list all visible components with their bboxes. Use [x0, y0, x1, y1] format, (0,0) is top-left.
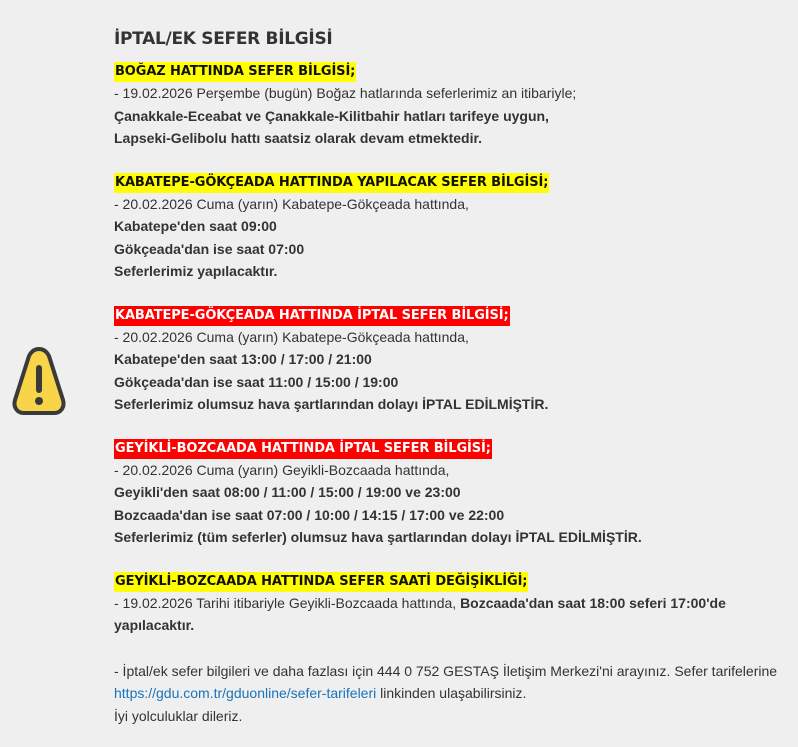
footer-text [114, 660, 786, 705]
section-line: - 20.02.2026 Cuma (yarın) Kabatepe-Gökçeada hattında, [114, 195, 469, 212]
section-heading: GEYİKLİ-BOZCAADA HATTINDA SEFER SAATİ DEĞİŞİKLİĞİ; [114, 572, 528, 592]
section-line: Gökçeada'dan ise saat 11:00 / 15:00 / 19:00 [114, 373, 399, 390]
section-line: Lapseki-Gelibolu hattı saatsiz olarak devam etmektedir. [114, 130, 483, 146]
section-line: Seferlerimiz olumsuz hava şartlarından dolayı İPTAL EDİLMİŞTİR. [114, 396, 549, 412]
section-heading: BOĞAZ HATTINDA SEFER BİLGİSİ; [114, 62, 356, 82]
section-heading: KABATEPE-GÖKÇEADA HATTINDA İPTAL SEFER BİLGİSİ; [114, 306, 510, 326]
section-bogaz [114, 62, 786, 150]
footer-text-1: - İptal/ek sefer bilgileri ve daha fazlası için 444 0 752 GESTAŞ İletişim Merkezi'ni arayınız. Sefer tarifelerine [114, 662, 778, 679]
section-line: - 19.02.2026 Perşembe (bugün) Boğaz hatlarında seferlerimiz an itibariyle; [114, 85, 577, 101]
section-line: - 20.02.2026 Cuma (yarın) Geyikli-Bozcaada hattında, [114, 461, 450, 478]
section-line: Bozcaada'dan ise saat 07:00 / 10:00 / 14:15 / 17:00 ve 22:00 [114, 506, 505, 523]
warning-icon [12, 345, 66, 419]
section-line [114, 592, 786, 637]
footer-closing: İyi yolculuklar dileriz. [114, 707, 243, 724]
line-normal-text: - 19.02.2026 Tarihi itibariyle Geyikli-Bozcaada hattında, [114, 594, 457, 611]
section-line: Gökçeada'dan ise saat 07:00 [114, 240, 305, 257]
footer-note [114, 660, 786, 728]
announcement-content [114, 26, 786, 727]
section-geyikli-iptal [114, 439, 786, 549]
section-heading: GEYİKLİ-BOZCAADA HATTINDA İPTAL SEFER BİLGİSİ; [114, 439, 492, 459]
section-line: - 20.02.2026 Cuma (yarın) Kabatepe-Gökçeada hattında, [114, 328, 469, 345]
page-title: İPTAL/EK SEFER BİLGİSİ [114, 29, 333, 49]
section-line: Çanakkale-Eceabat ve Çanakkale-Kilitbahir hatları tarifeye uygun, [114, 107, 549, 124]
line-bold-text: Bozcaada'dan saat 18:00 seferi 17:00'de yapılacaktır. [114, 594, 726, 633]
section-heading: KABATEPE-GÖKÇEADA HATTINDA YAPILACAK SEFER BİLGİSİ; [114, 173, 549, 193]
section-line: Kabatepe'den saat 13:00 / 17:00 / 21:00 [114, 351, 372, 367]
section-line: Seferlerimiz yapılacaktır. [114, 263, 278, 279]
section-geyikli-saat [114, 572, 786, 637]
section-kabatepe-iptal [114, 306, 786, 416]
section-line: Geyikli'den saat 08:00 / 11:00 / 15:00 / 19:00 ve 23:00 [114, 484, 461, 500]
section-line: Kabatepe'den saat 09:00 [114, 218, 277, 234]
sefer-tarifeleri-link[interactable]: https://gdu.com.tr/gduonline/sefer-tarifeleri [114, 685, 377, 701]
section-line: Seferlerimiz (tüm seferler) olumsuz hava şartlarından dolayı İPTAL EDİLMİŞTİR. [114, 529, 642, 545]
footer-text-2: linkinden ulaşabilirsiniz. [380, 685, 527, 701]
section-kabatepe-ek [114, 173, 786, 283]
